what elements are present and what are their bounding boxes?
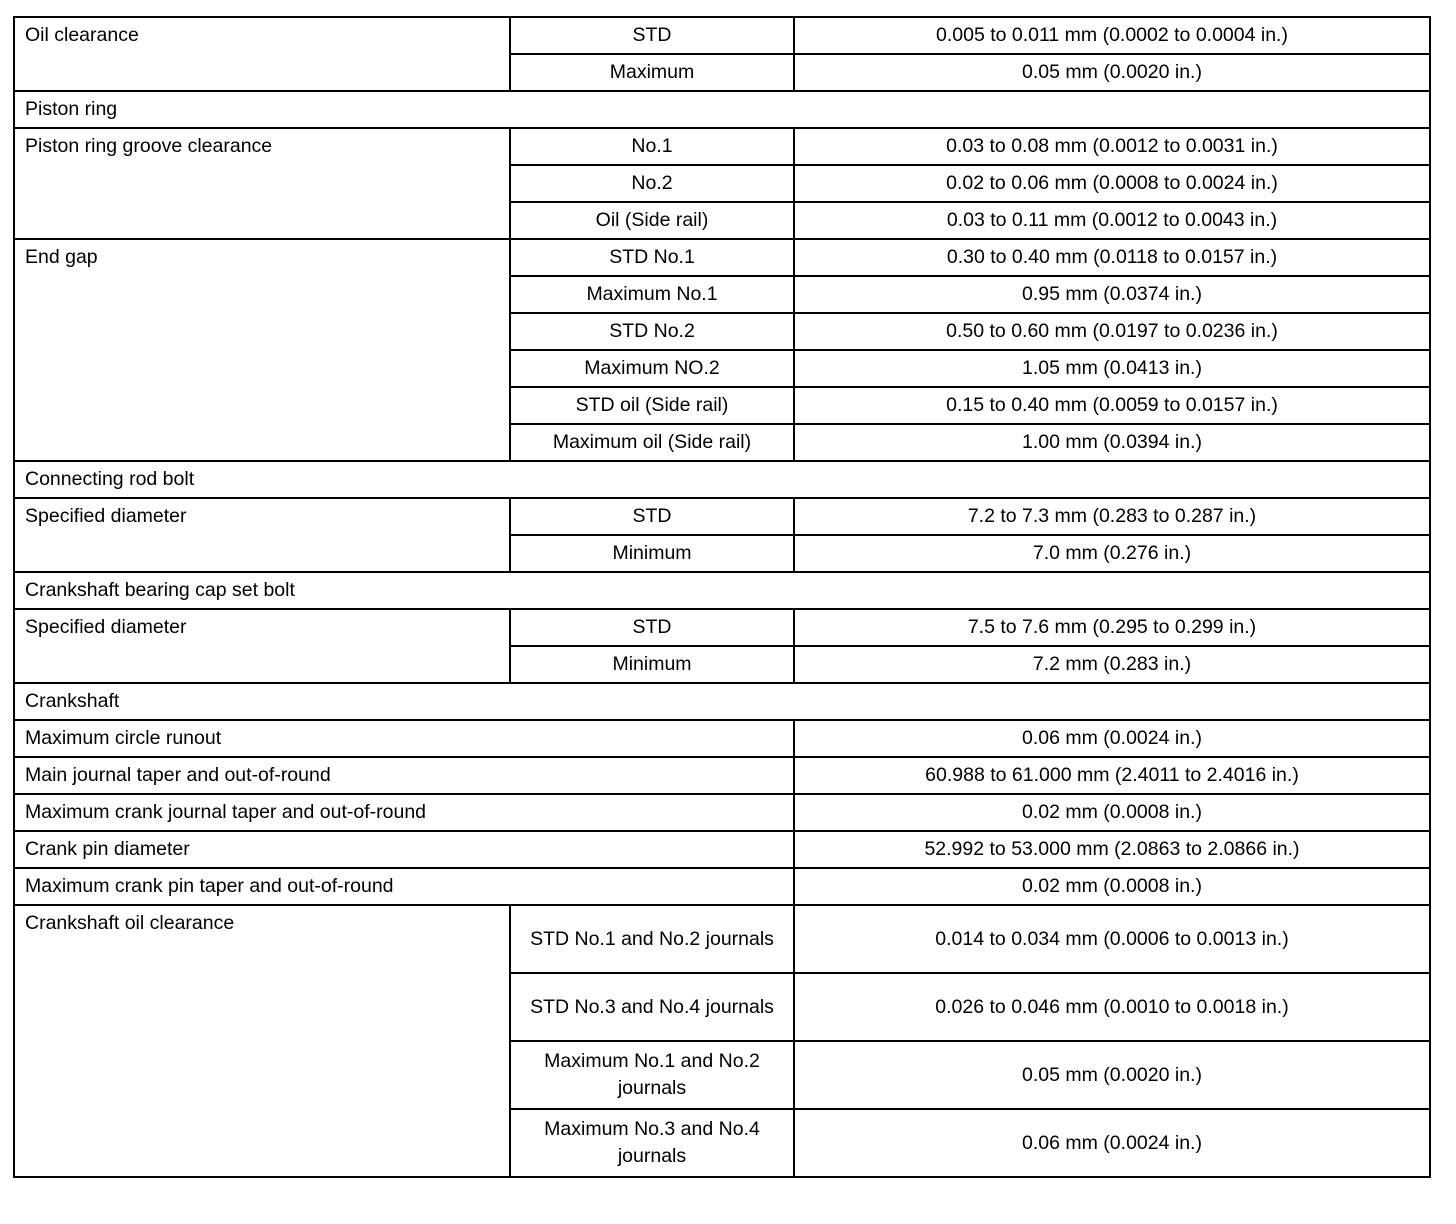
value-cell: 7.5 to 7.6 mm (0.295 to 0.299 in.) xyxy=(794,609,1430,646)
section-row xyxy=(14,91,1430,128)
condition-cell: Maximum No.1 and No.2 journals xyxy=(510,1041,794,1109)
end-gap-label: End gap xyxy=(14,239,510,461)
condition-cell: Minimum xyxy=(510,535,794,572)
value-cell: 0.95 mm (0.0374 in.) xyxy=(794,276,1430,313)
condition-cell: No.1 xyxy=(510,128,794,165)
conrod-diameter-label: Specified diameter xyxy=(14,498,510,572)
condition-cell: STD xyxy=(510,609,794,646)
condition-cell: STD xyxy=(510,498,794,535)
table-row xyxy=(14,831,1430,868)
value-cell: 0.06 mm (0.0024 in.) xyxy=(794,720,1430,757)
condition-cell: No.2 xyxy=(510,165,794,202)
value-cell: 0.05 mm (0.0020 in.) xyxy=(794,1041,1430,1109)
value-cell: 0.03 to 0.08 mm (0.0012 to 0.0031 in.) xyxy=(794,128,1430,165)
table-row xyxy=(14,905,1430,973)
condition-cell: STD oil (Side rail) xyxy=(510,387,794,424)
value-cell: 0.50 to 0.60 mm (0.0197 to 0.0236 in.) xyxy=(794,313,1430,350)
value-cell: 7.2 mm (0.283 in.) xyxy=(794,646,1430,683)
condition-cell: Maximum NO.2 xyxy=(510,350,794,387)
value-cell: 60.988 to 61.000 mm (2.4011 to 2.4016 in.) xyxy=(794,757,1430,794)
section-row xyxy=(14,461,1430,498)
value-cell: 0.05 mm (0.0020 in.) xyxy=(794,54,1430,91)
condition-cell: STD No.3 and No.4 journals xyxy=(510,973,794,1041)
value-cell: 0.026 to 0.046 mm (0.0010 to 0.0018 in.) xyxy=(794,973,1430,1041)
condition-cell: Maximum No.3 and No.4 journals xyxy=(510,1109,794,1177)
table-row xyxy=(14,239,1430,276)
table-row xyxy=(14,868,1430,905)
value-cell: 0.005 to 0.011 mm (0.0002 to 0.0004 in.) xyxy=(794,17,1430,54)
value-cell: 0.30 to 0.40 mm (0.0118 to 0.0157 in.) xyxy=(794,239,1430,276)
crankshaft-item-label: Maximum crank pin taper and out-of-round xyxy=(14,868,794,905)
condition-cell: STD No.1 xyxy=(510,239,794,276)
value-cell: 52.992 to 53.000 mm (2.0863 to 2.0866 in.) xyxy=(794,831,1430,868)
cap-bolt-diameter-label: Specified diameter xyxy=(14,609,510,683)
table-row xyxy=(14,498,1430,535)
crankshaft-item-label: Maximum circle runout xyxy=(14,720,794,757)
crankshaft-item-label: Main journal taper and out-of-round xyxy=(14,757,794,794)
table-row xyxy=(14,17,1430,54)
section-header-piston-ring: Piston ring xyxy=(14,91,1430,128)
crankshaft-item-label: Maximum crank journal taper and out-of-round xyxy=(14,794,794,831)
value-cell: 0.06 mm (0.0024 in.) xyxy=(794,1109,1430,1177)
section-header-crankshaft: Crankshaft xyxy=(14,683,1430,720)
value-cell: 0.15 to 0.40 mm (0.0059 to 0.0157 in.) xyxy=(794,387,1430,424)
value-cell: 0.02 mm (0.0008 in.) xyxy=(794,868,1430,905)
table-row xyxy=(14,757,1430,794)
condition-cell: Minimum xyxy=(510,646,794,683)
condition-cell: Maximum oil (Side rail) xyxy=(510,424,794,461)
value-cell: 7.0 mm (0.276 in.) xyxy=(794,535,1430,572)
oil-clearance-label: Oil clearance xyxy=(14,17,510,91)
value-cell: 0.03 to 0.11 mm (0.0012 to 0.0043 in.) xyxy=(794,202,1430,239)
condition-cell: STD xyxy=(510,17,794,54)
condition-cell: STD No.2 xyxy=(510,313,794,350)
value-cell: 1.00 mm (0.0394 in.) xyxy=(794,424,1430,461)
value-cell: 1.05 mm (0.0413 in.) xyxy=(794,350,1430,387)
value-cell: 0.02 mm (0.0008 in.) xyxy=(794,794,1430,831)
value-cell: 0.02 to 0.06 mm (0.0008 to 0.0024 in.) xyxy=(794,165,1430,202)
table-row xyxy=(14,609,1430,646)
condition-cell: Maximum xyxy=(510,54,794,91)
table-row xyxy=(14,128,1430,165)
crankshaft-item-label: Crank pin diameter xyxy=(14,831,794,868)
condition-cell: Oil (Side rail) xyxy=(510,202,794,239)
value-cell: 7.2 to 7.3 mm (0.283 to 0.287 in.) xyxy=(794,498,1430,535)
section-header-cap-set-bolt: Crankshaft bearing cap set bolt xyxy=(14,572,1430,609)
table-row xyxy=(14,794,1430,831)
condition-cell: STD No.1 and No.2 journals xyxy=(510,905,794,973)
groove-clearance-label: Piston ring groove clearance xyxy=(14,128,510,239)
table-row xyxy=(14,720,1430,757)
section-row xyxy=(14,572,1430,609)
section-row xyxy=(14,683,1430,720)
specification-table xyxy=(13,16,1431,1178)
crank-oil-clearance-label: Crankshaft oil clearance xyxy=(14,905,510,1177)
value-cell: 0.014 to 0.034 mm (0.0006 to 0.0013 in.) xyxy=(794,905,1430,973)
condition-cell: Maximum No.1 xyxy=(510,276,794,313)
section-header-connecting-rod-bolt: Connecting rod bolt xyxy=(14,461,1430,498)
